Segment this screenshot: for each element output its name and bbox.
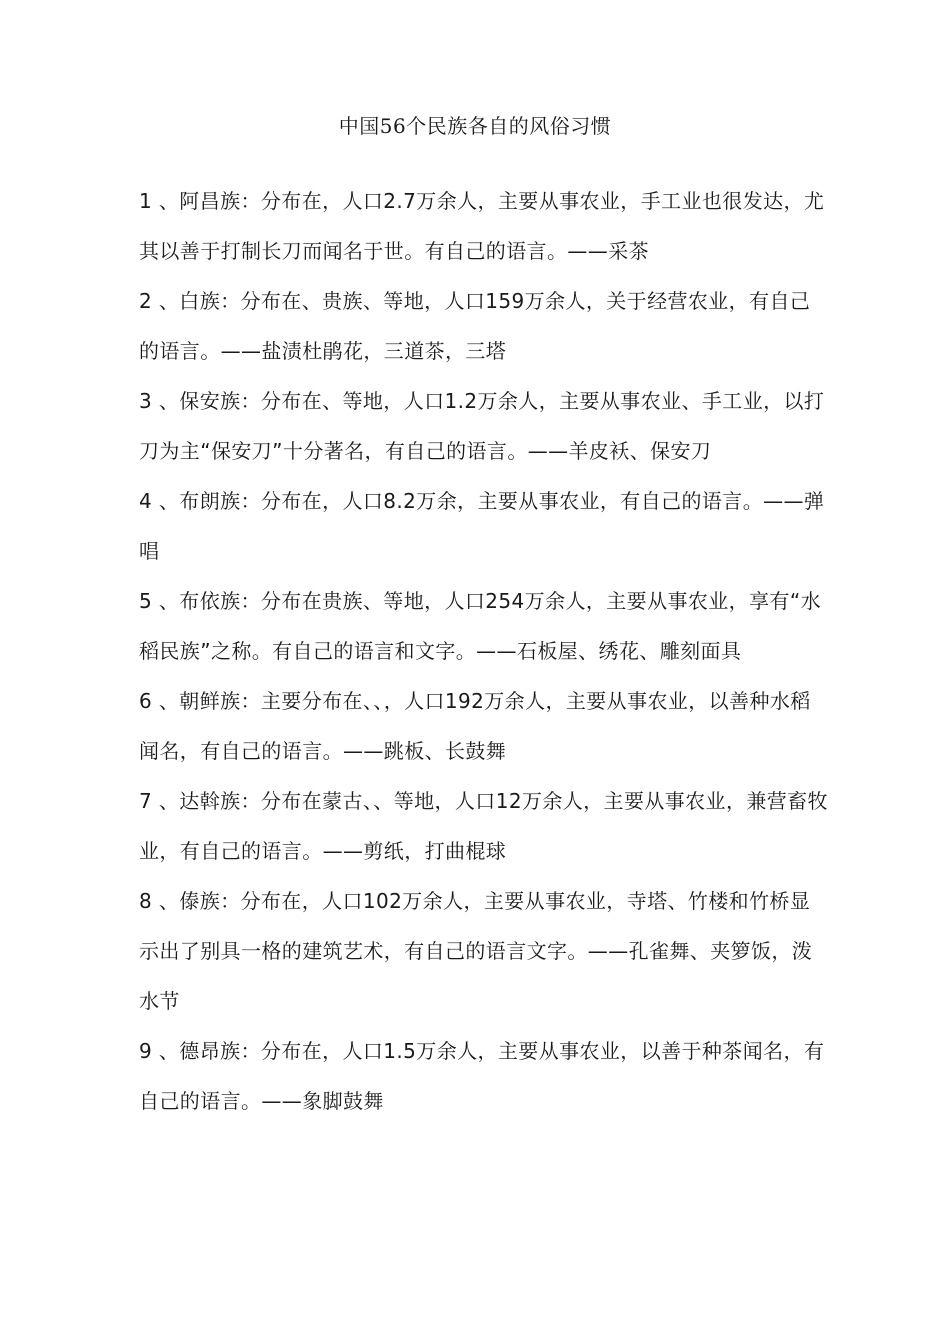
entry-number: 8: [139, 889, 153, 913]
list-item: 5 、布依族：分布在贵族、等地，人口254万余人，主要从事农业，享有“水稻民族”之称。有自己的语言和文字。——石板屋、绣花、雕刻面具: [139, 589, 822, 663]
entry-text: 白族：分布在、贵族、等地，人口159万余人，关于经营农业，有自己的语言。——盐渍杜鹃花，三道茶，三塔: [139, 289, 811, 363]
entry-number: 6: [139, 689, 153, 713]
entry-number: 2: [139, 289, 153, 313]
entry-text: 布朗族：分布在，人口8.2万余，主要从事农业，有自己的语言。——弹唱: [139, 489, 825, 563]
entry-text: 保安族：分布在、等地，人口1.2万余人，主要从事农业、手工业，以打刀为主“保安刀”十分著名，有自己的语言。——羊皮袄、保安刀: [139, 389, 825, 463]
entry-list: [139, 176, 829, 1126]
document-title: 中国56个民族各自的风俗习惯: [338, 114, 612, 138]
list-item: 3 、保安族：分布在、等地，人口1.2万余人，主要从事农业、手工业，以打刀为主“保安刀”十分著名，有自己的语言。——羊皮袄、保安刀: [139, 389, 825, 463]
entry-text: 傣族：分布在，人口102万余人，主要从事农业，寺塔、竹楼和竹桥显示出了别具一格的建筑艺术，有自己的语言文字。——孔雀舞、夹箩饭，泼水节: [139, 889, 813, 1013]
list-item: 2 、白族：分布在、贵族、等地，人口159万余人，关于经营农业，有自己的语言。——盐渍杜鹃花，三道茶，三塔: [139, 289, 811, 363]
entry-text: 德昂族：分布在，人口1.5万余人，主要从事农业，以善于种茶闻名，有自己的语言。——象脚鼓舞: [139, 1039, 825, 1113]
list-item: 9 、德昂族：分布在，人口1.5万余人，主要从事农业，以善于种茶闻名，有自己的语言。——象脚鼓舞: [139, 1039, 825, 1113]
entry-number: 3: [139, 389, 153, 413]
entry-number: 7: [139, 789, 153, 813]
list-item: 4 、布朗族：分布在，人口8.2万余，主要从事农业，有自己的语言。——弹唱: [139, 489, 825, 563]
entry-text: 布依族：分布在贵族、等地，人口254万余人，主要从事农业，享有“水稻民族”之称。有自己的语言和文字。——石板屋、绣花、雕刻面具: [139, 589, 822, 663]
list-item: 8 、傣族：分布在，人口102万余人，主要从事农业，寺塔、竹楼和竹桥显示出了别具一格的建筑艺术，有自己的语言文字。——孔雀舞、夹箩饭，泼水节: [139, 889, 813, 1013]
list-item: 6 、朝鲜族：主要分布在、、，人口192万余人，主要从事农业，以善种水稻闻名，有自己的语言。——跳板、长鼓舞: [139, 689, 811, 763]
entry-text: 达斡族：分布在蒙古、、等地，人口12万余人，主要从事农业，兼营畜牧业，有自己的语言。——剪纸，打曲棍球: [139, 789, 828, 863]
entry-number: 5: [139, 589, 153, 613]
entry-number: 4: [139, 489, 153, 513]
entry-text: 朝鲜族：主要分布在、、，人口192万余人，主要从事农业，以善种水稻闻名，有自己的语言。——跳板、长鼓舞: [139, 689, 811, 763]
entry-number: 9: [139, 1039, 153, 1063]
list-item: 7 、达斡族：分布在蒙古、、等地，人口12万余人，主要从事农业，兼营畜牧业，有自己的语言。——剪纸，打曲棍球: [139, 789, 828, 863]
entry-number: 1: [139, 189, 153, 213]
list-item: 1 、阿昌族：分布在，人口2.7万余人，主要从事农业，手工业也很发达，尤其以善于打制长刀而闻名于世。有自己的语言。——采茶: [139, 189, 825, 263]
entry-text: 阿昌族：分布在，人口2.7万余人，主要从事农业，手工业也很发达，尤其以善于打制长刀而闻名于世。有自己的语言。——采茶: [139, 189, 825, 263]
